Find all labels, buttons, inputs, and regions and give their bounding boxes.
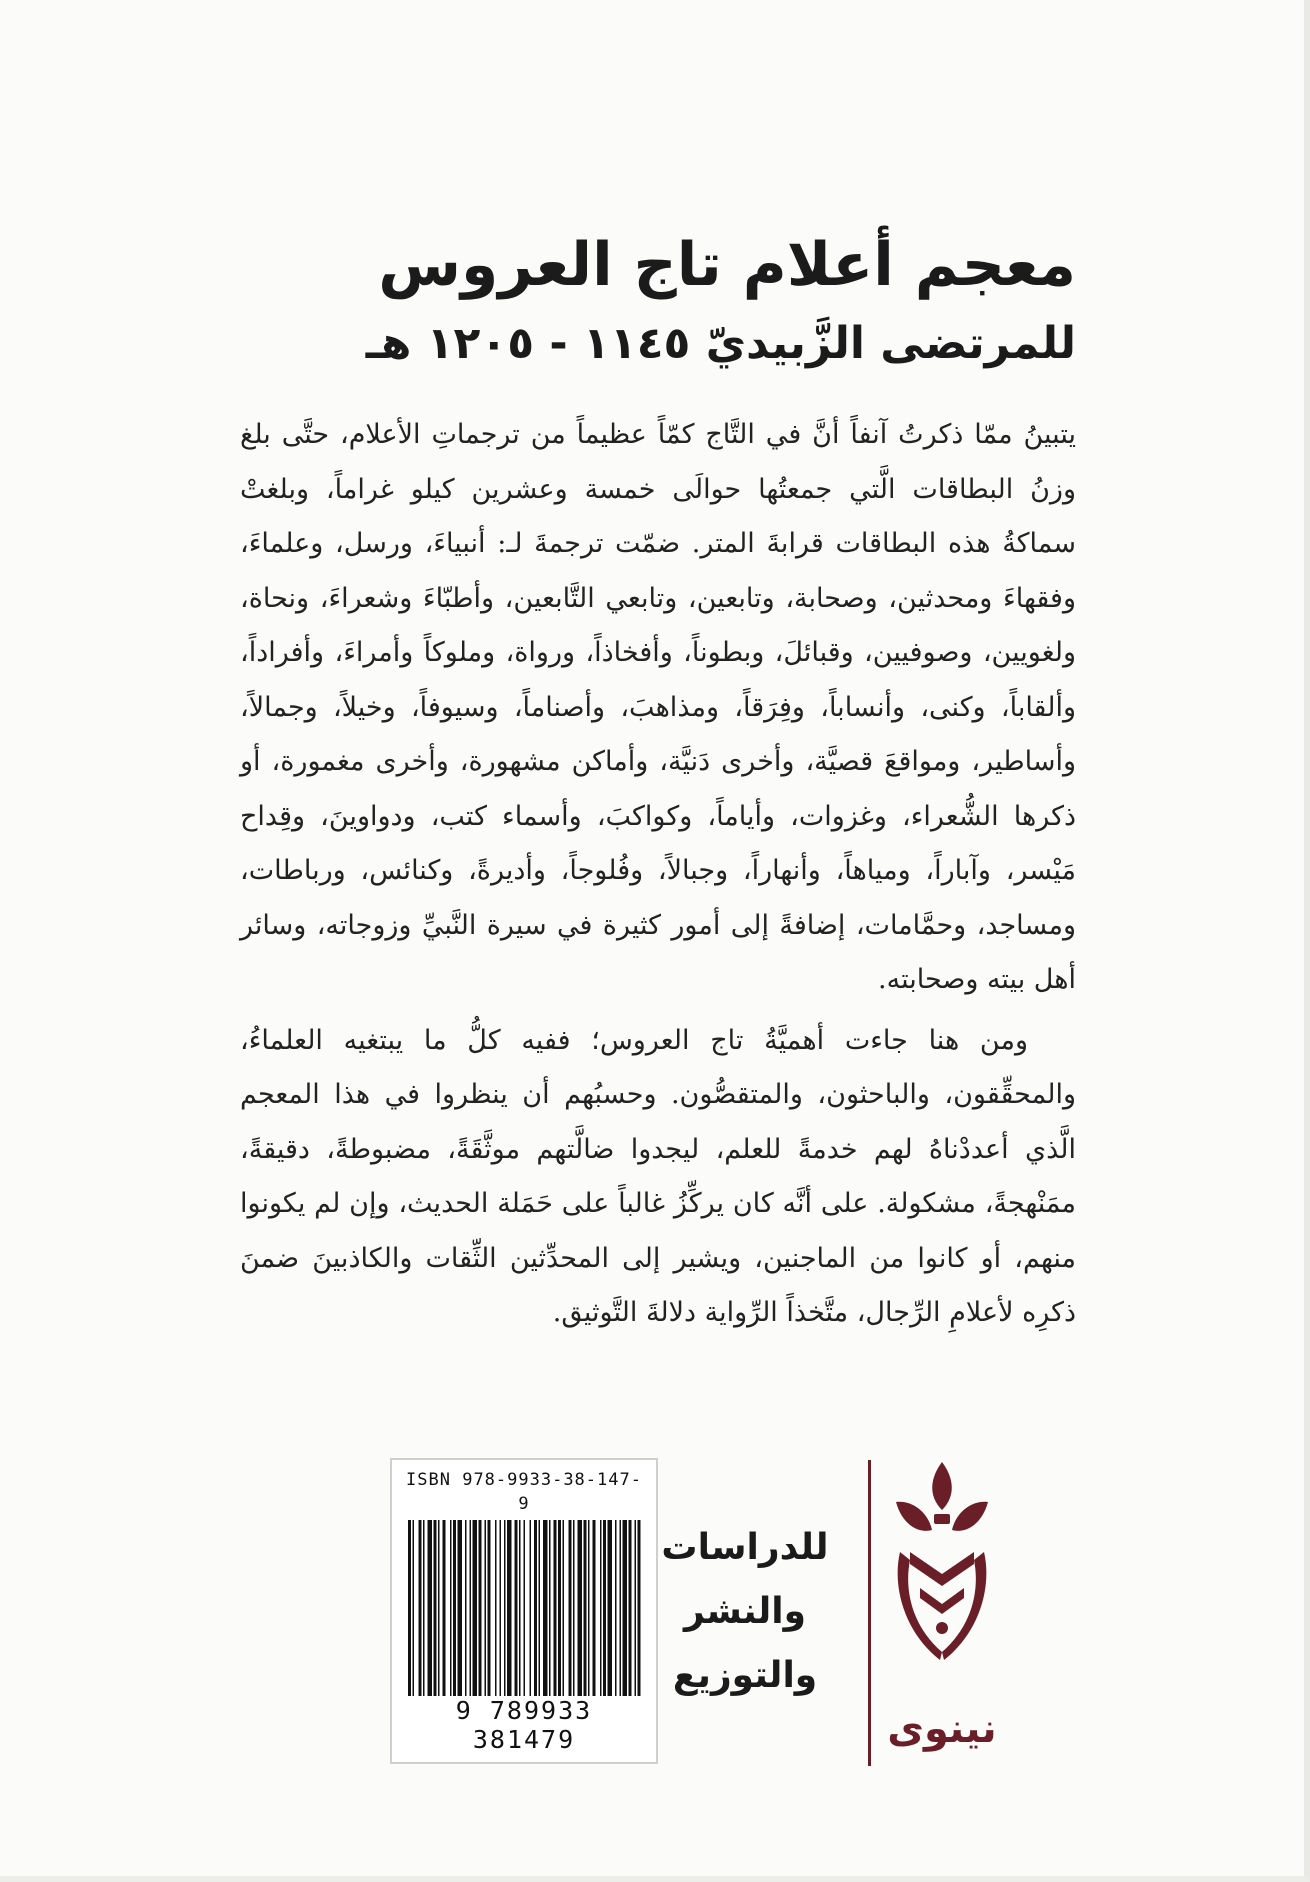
publisher-line-1: للدراسات xyxy=(661,1527,829,1568)
blurb-text xyxy=(240,408,1076,1341)
isbn-label: ISBN 978-9933-38-147-9 xyxy=(406,1470,642,1514)
blurb-paragraph-2: ومن هنا جاءت أهميَّةُ تاج العروس؛ ففيه كلُّ ما يبتغيه العلماءُ، والمحقِّقون، والباحثون، والمتقصُّون. وحسبُهم أن ينظروا في هذا المعجم الَّذي أعددْناهُ لهم خدمةً للعلم، ليجدوا ضالَّتهم موثَّقَةً، مضبوطةً، دقيقةً، ممَنْهجةً، مشكولة. على أنَّه كان يركِّزُ غالباً على حَمَلة الحديث، وإن لم يكونوا منهم، أو كانوا من الماجنين، ويشير إلى المحدِّثين الثِّقات والكاذبينَ ضمنَ ذكرِه لأعلامِ الرِّجال، متَّخذاً الرِّواية دلالةَ التَّوثيق. xyxy=(240,1024,1076,1328)
blurb-paragraph-1: يتبينُ ممّا ذكرتُ آنفاً أنَّ في التَّاج كمّاً عظيماً من ترجماتِ الأعلام، حتَّى بلغ وزنُ البطاقات الَّتي جمعتُها حوالَى خمسة وعشرين كيلو غراماً، وبلغتْ سماكةُ هذه البطاقات قرابةَ المتر. ضمّت ترجمةَ لـ: أنبياءَ، ورسل، وعلماءَ، وفقهاءَ ومحدثين، وصحابة، وتابعين، وتابعي التَّابعين، وأطبّاءَ وشعراءَ، ونحاة، ولغويين، وصوفيين، وقبائلَ، وبطوناً، وأفخاذاً، ورواة، وملوكاً وأمراءَ، وأفراداً، وألقاباً، وكنى، وأنساباً، وفِرَقاً، ومذاهبَ، وأصناماً، وسيوفاً، وخيلاً، وجمالاً، وأساطير، ومواقعَ قصيَّة، وأخرى دَنيَّة، وأماكن مشهورة، وأخرى مغمورة، أو ذكرها الشُّعراء، وغزوات، وأياماً، وكواكبَ، وأسماء كتب، ودواوينَ، وقِداح مَيْسر، وآباراً، ومياهاً، وأنهاراً، وجبالاً، وفُلوجاً، وأديرةً، وكنائس، ورباطات، ومساجد، وحمَّامات، إضافةً إلى أمور كثيرة في سيرة النَّبيِّ وزوجاته، وسائر أهل بيته وصحابته. xyxy=(240,419,1076,995)
isbn-barcode xyxy=(390,1458,658,1764)
publisher-line-2: والنشر xyxy=(684,1591,806,1632)
publisher-line-3: والتوزيع xyxy=(672,1655,818,1696)
ean-digits: 9 789933 381479 xyxy=(400,1696,648,1754)
book-title: معجم أعلام تاج العروس xyxy=(378,230,1076,300)
book-subtitle: للمرتضى الزَّبيديّ ١١٤٥ - ١٢٠٥ هـ xyxy=(365,318,1076,369)
publisher-name: نينوى xyxy=(887,1706,997,1752)
publisher-logo-icon xyxy=(882,1456,1002,1692)
publisher-separator xyxy=(868,1460,871,1766)
